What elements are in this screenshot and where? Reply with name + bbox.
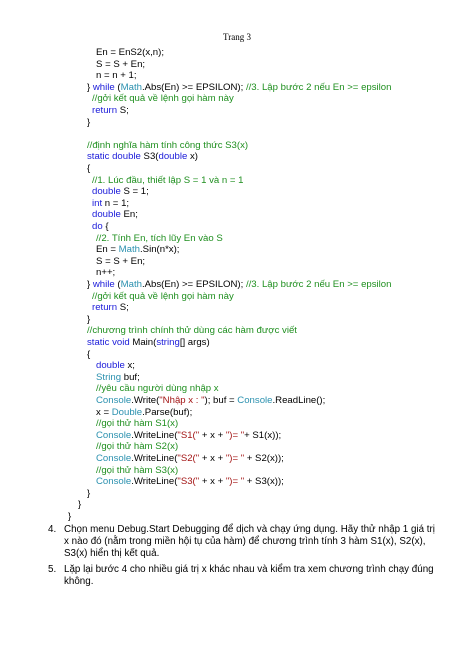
code-token: .Abs(En) >= EPSILON); — [141, 81, 246, 93]
code-token: } — [78, 499, 82, 511]
code-line — [96, 441, 178, 452]
code-token: .WriteLine( — [131, 476, 178, 488]
code-token: return — [92, 302, 118, 314]
code-token: Console — [96, 453, 132, 464]
code-token: .Sin(n*x); — [140, 244, 180, 256]
code-token: double — [158, 151, 188, 163]
code-token: Console — [237, 395, 273, 406]
code-token: n++; — [96, 267, 116, 279]
code-line — [92, 221, 109, 232]
code-token: int — [92, 197, 103, 209]
item-text: Lặp lại bước 4 cho nhiều giá trị x khác nhau và kiểm tra xem chương trình chạy đúng không. — [64, 564, 434, 587]
code-line — [87, 349, 90, 360]
code-line — [87, 279, 391, 290]
code-token: } — [87, 487, 91, 499]
code-token: [] args) — [179, 337, 210, 348]
code-line — [96, 47, 164, 58]
code-token: while — [92, 279, 115, 290]
code-line — [92, 302, 129, 313]
code-token: "S2(" — [177, 453, 200, 464]
code-token: + S3(x)); — [244, 476, 284, 488]
code-token: S = 1; — [120, 186, 149, 198]
code-token: //2. Tính En, tích lũy En vào S — [96, 232, 223, 244]
page-header: Trang 3 — [223, 32, 251, 42]
code-token: buf; — [121, 371, 140, 383]
code-line — [96, 476, 284, 487]
code-line — [92, 209, 138, 220]
code-token: } — [68, 511, 72, 522]
code-token: String — [96, 371, 122, 383]
code-line — [92, 105, 129, 116]
code-token: En = EnS2(x,n); — [96, 47, 164, 58]
code-token: Math — [120, 81, 142, 93]
code-token: Main( — [129, 337, 157, 348]
code-token: + x + — [199, 453, 226, 464]
code-token: .Write( — [131, 395, 160, 406]
code-token: x) — [187, 151, 198, 163]
item-number: 4. — [48, 524, 57, 535]
code-token: S; — [117, 105, 129, 116]
code-line — [92, 93, 234, 104]
item-number: 5. — [48, 564, 57, 575]
code-token: return — [92, 105, 118, 116]
code-line — [87, 488, 90, 499]
code-token: double — [96, 360, 125, 372]
code-token: Console — [96, 476, 132, 488]
code-token: Double — [111, 406, 143, 418]
code-token: { — [87, 348, 91, 360]
code-token: } — [87, 313, 91, 325]
code-token: ( — [114, 81, 121, 93]
code-line — [87, 163, 90, 174]
code-token: void — [112, 337, 130, 348]
code-token: ")= " — [225, 453, 245, 464]
code-token: { — [102, 221, 109, 232]
code-token: S = S + En; — [96, 58, 146, 70]
code-token: + S1(x)); — [244, 429, 282, 441]
code-token: //gọi thử hàm S2(x) — [96, 441, 179, 453]
code-line — [87, 82, 391, 93]
code-line — [96, 59, 145, 70]
code-line — [78, 499, 81, 510]
code-line — [96, 430, 281, 441]
code-line — [87, 337, 210, 348]
code-token: //3. Lập bước 2 nếu En >= epsilon — [245, 81, 392, 93]
code-token: .WriteLine( — [131, 453, 178, 464]
code-token: //gọi thử hàm S3(x) — [96, 464, 179, 476]
code-token: //gởi kết quả về lệnh gọi hàm này — [92, 93, 234, 105]
code-line — [96, 407, 192, 418]
code-token: //gởi kết quả về lệnh gọi hàm này — [92, 290, 234, 302]
code-token: n = n + 1; — [96, 70, 137, 82]
code-token: ); buf = — [204, 395, 238, 406]
code-token: } — [87, 116, 91, 128]
code-token: string — [156, 337, 180, 348]
code-token: do — [92, 221, 103, 232]
code-token: .Parse(buf); — [142, 406, 193, 418]
code-line — [96, 453, 284, 464]
code-token: //định nghĩa hàm tính công thức S3(x) — [87, 139, 249, 151]
code-line — [92, 186, 149, 197]
code-token: "S3(" — [177, 476, 200, 488]
code-line — [92, 291, 234, 302]
code-token: } — [87, 279, 93, 290]
code-token: Math — [118, 244, 141, 256]
code-token: "S1(" — [177, 429, 200, 441]
code-token: //chương trình chính thử dùng các hàm được viết — [87, 325, 297, 337]
code-line — [92, 198, 129, 209]
code-token: double — [112, 151, 141, 163]
code-line — [96, 372, 140, 383]
code-token: Math — [120, 279, 142, 290]
code-line — [96, 244, 179, 255]
code-token: //3. Lập bước 2 nếu En >= epsilon — [245, 279, 392, 290]
code-line — [96, 395, 325, 406]
code-token: //gọi thử hàm S1(x) — [96, 418, 179, 430]
code-line — [87, 117, 90, 128]
code-token: n = 1; — [102, 197, 130, 209]
code-token: x; — [124, 360, 135, 372]
code-line — [96, 360, 135, 371]
code-token: //yêu cầu người dùng nhập x — [96, 383, 219, 395]
code-line — [96, 233, 223, 244]
code-token: double — [92, 209, 121, 221]
code-token: static — [87, 337, 110, 348]
code-token: "Nhập x : " — [159, 395, 205, 406]
code-token: x = — [96, 406, 112, 418]
code-token: S3( — [140, 151, 159, 163]
code-token: static — [87, 151, 110, 163]
code-token: } — [87, 81, 93, 93]
item-text: Chọn menu Debug.Start Debugging để dịch và chạy ứng dụng. Hãy thử nhập 1 giá trị x nào đó (nằm trong miền hội tụ của hàm) để chương trình tính 3 hàm S1(x), S2(x), S3(x) hiển thị kết quả. — [64, 524, 435, 559]
code-token: while — [92, 81, 115, 93]
code-line — [96, 256, 145, 267]
code-line — [96, 70, 137, 81]
code-token: + S2(x)); — [244, 453, 284, 464]
code-token: S; — [117, 302, 129, 314]
code-line — [96, 267, 115, 278]
code-token: ")= " — [225, 429, 245, 441]
code-line — [96, 383, 219, 394]
code-token: double — [92, 186, 121, 198]
code-token: Console — [96, 395, 132, 406]
code-line — [87, 151, 198, 162]
code-token: .Abs(En) >= EPSILON); — [141, 279, 246, 290]
code-token: .ReadLine(); — [272, 395, 326, 406]
code-token: S = S + En; — [96, 255, 146, 267]
code-token: ")= " — [225, 476, 245, 488]
code-line — [87, 325, 297, 336]
code-token: .WriteLine( — [131, 429, 178, 441]
code-token: En = — [96, 244, 119, 256]
code-token: ( — [114, 279, 121, 290]
code-token: + x + — [199, 429, 226, 441]
code-token: { — [87, 163, 91, 174]
code-line — [96, 418, 178, 429]
code-line — [87, 314, 90, 325]
code-line — [68, 511, 71, 522]
code-line — [96, 465, 178, 476]
code-token: + x + — [199, 476, 226, 488]
code-token: En; — [120, 209, 138, 221]
code-token: //1. Lúc đầu, thiết lập S = 1 và n = 1 — [92, 174, 244, 186]
code-token: Console — [96, 429, 132, 441]
code-line — [92, 175, 243, 186]
code-line — [87, 140, 248, 151]
